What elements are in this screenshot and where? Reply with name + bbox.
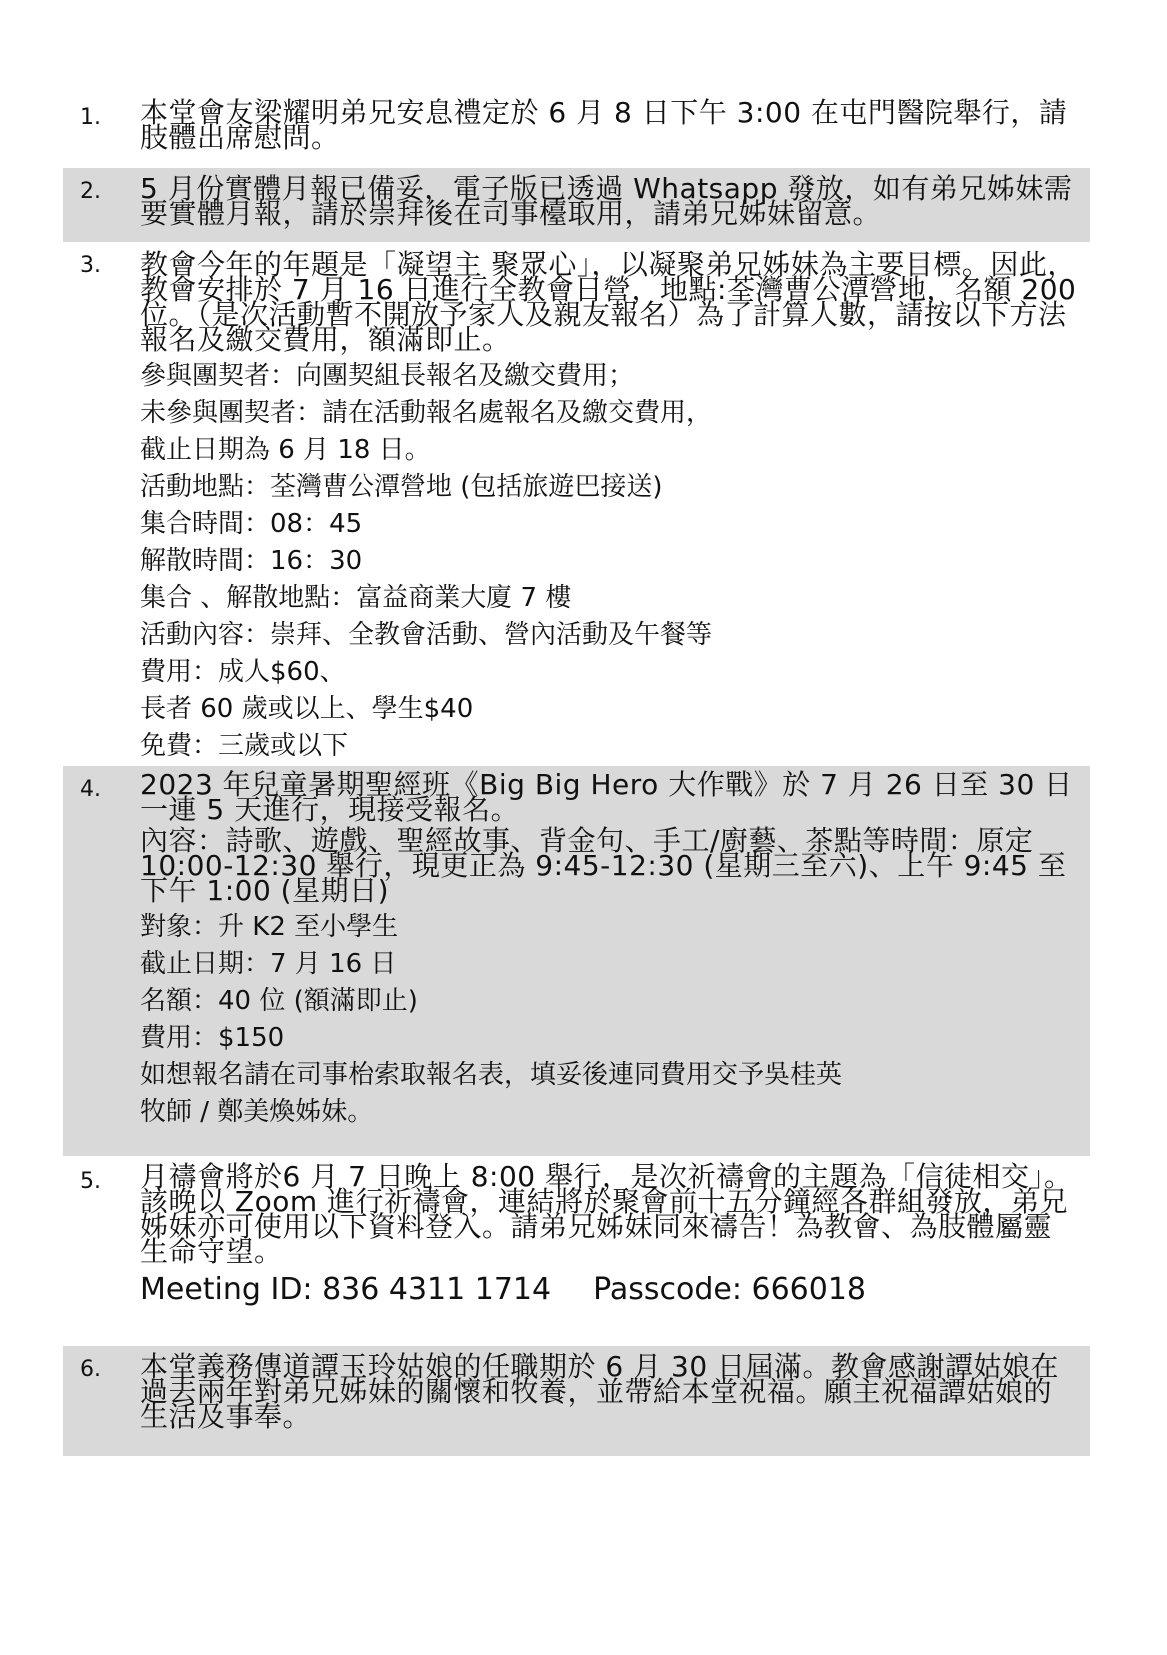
item-paragraph: 本堂義務傳道譚玉玲姑娘的任職期於 6 月 30 日屆滿。教會感謝譚姑娘在過去兩年對弟兄姊妹的關懷和牧養，並帶給本堂祝福。願主祝福譚姑娘的生活及事奉。 (140, 1350, 1060, 1433)
detail-line: 解散時間：16：30 (140, 546, 363, 576)
item-number: 3. (80, 253, 101, 278)
detail-line: 費用：成人$60、 (140, 657, 346, 687)
item-paragraph: 月禱會將於6 月 7 日晚上 8:00 舉行，是次祈禱會的主題為「信徒相交」。該晚以 Zoom 進行祈禱會，連結將於聚會前十五分鐘經各群組發放，弟兄姊妹亦可使用以下資料登入。請弟兄姊妹同來禱告！為教會、為肢體屬靈生命守望。 (140, 1160, 1073, 1268)
item-number: 2. (80, 179, 101, 204)
notice-item-4 (63, 766, 1090, 1156)
detail-line: 牧師 / 鄭美煥姊妹。 (140, 1097, 374, 1127)
notice-item-3 (63, 246, 1090, 760)
meeting-passcode: Passcode: 666018 (593, 1272, 867, 1307)
item-number: 1. (80, 105, 101, 130)
item-number: 5. (80, 1169, 101, 1194)
item-paragraph: 本堂會友梁耀明弟兄安息禮定於 6 月 8 日下午 3:00 在屯門醫院舉行，請肢體出席慰問。 (140, 96, 1068, 154)
notice-item-1 (63, 92, 1090, 162)
detail-line: 對象：升 K2 至小學生 (140, 912, 399, 942)
detail-line: 如想報名請在司事枱索取報名表，填妥後連同費用交予吳桂英 (140, 1060, 843, 1090)
item-paragraph: 教會今年的年題是「凝望主 聚眾心」，以凝聚弟兄姊妹為主要目標。因此，教會安排於 7 月 16 日進行全教會日營，地點:荃灣曹公潭營地，名額 200 位。（是次活動暫不開放予家人及親友報名）為了計算人數，請按以下方法報名及繳交費用，額滿即止。 (140, 248, 1077, 356)
notice-item-6 (63, 1346, 1090, 1456)
detail-line: 長者 60 歲或以上、學生$40 (140, 694, 474, 724)
meeting-id: Meeting ID: 836 4311 1714 (140, 1272, 552, 1307)
detail-line: 名額：40 位 (額滿即止) (140, 986, 418, 1016)
notice-item-2 (63, 168, 1090, 242)
detail-line: 活動地點：荃灣曹公潭營地 (包括旅遊巴接送) (140, 472, 663, 502)
detail-line: 費用：$150 (140, 1023, 285, 1053)
item-paragraph-2: 內容：詩歌、遊戲、聖經故事、背金句、手工/廚藝、茶點等時間：原定 10:00-12:30 舉行，現更正為 9:45-12:30 (星期三至六)、上午 9:45 至下午 1:00 (星期日) (140, 824, 1067, 907)
detail-line: 截止日期：7 月 16 日 (140, 949, 397, 979)
item-number: 4. (80, 777, 101, 802)
detail-line: 截止日期為 6 月 18 日。 (140, 435, 431, 465)
item-paragraph: 5 月份實體月報已備妥，電子版已透過 Whatsapp 發放，如有弟兄姊妹需要實體月報，請於崇拜後在司事檯取用，請弟兄姊妹留意。 (140, 172, 1073, 230)
detail-line: 集合 、解散地點：富益商業大廈 7 樓 (140, 583, 572, 613)
item-paragraph: 2023 年兒童暑期聖經班《Big Big Hero 大作戰》於 7 月 26 日至 30 日一連 5 天進行，現接受報名。 (140, 768, 1073, 826)
detail-line: 免費：三歲或以下 (140, 731, 349, 761)
item-number: 6. (80, 1357, 101, 1382)
detail-line: 未參與團契者：請在活動報名處報名及繳交費用， (140, 398, 713, 428)
detail-line: 集合時間：08：45 (140, 509, 363, 539)
notice-item-5 (63, 1160, 1090, 1340)
detail-line: 活動內容：崇拜、全教會活動、營內活動及午餐等 (140, 620, 713, 650)
detail-line: 參與團契者：向團契組長報名及繳交費用； (140, 361, 635, 391)
